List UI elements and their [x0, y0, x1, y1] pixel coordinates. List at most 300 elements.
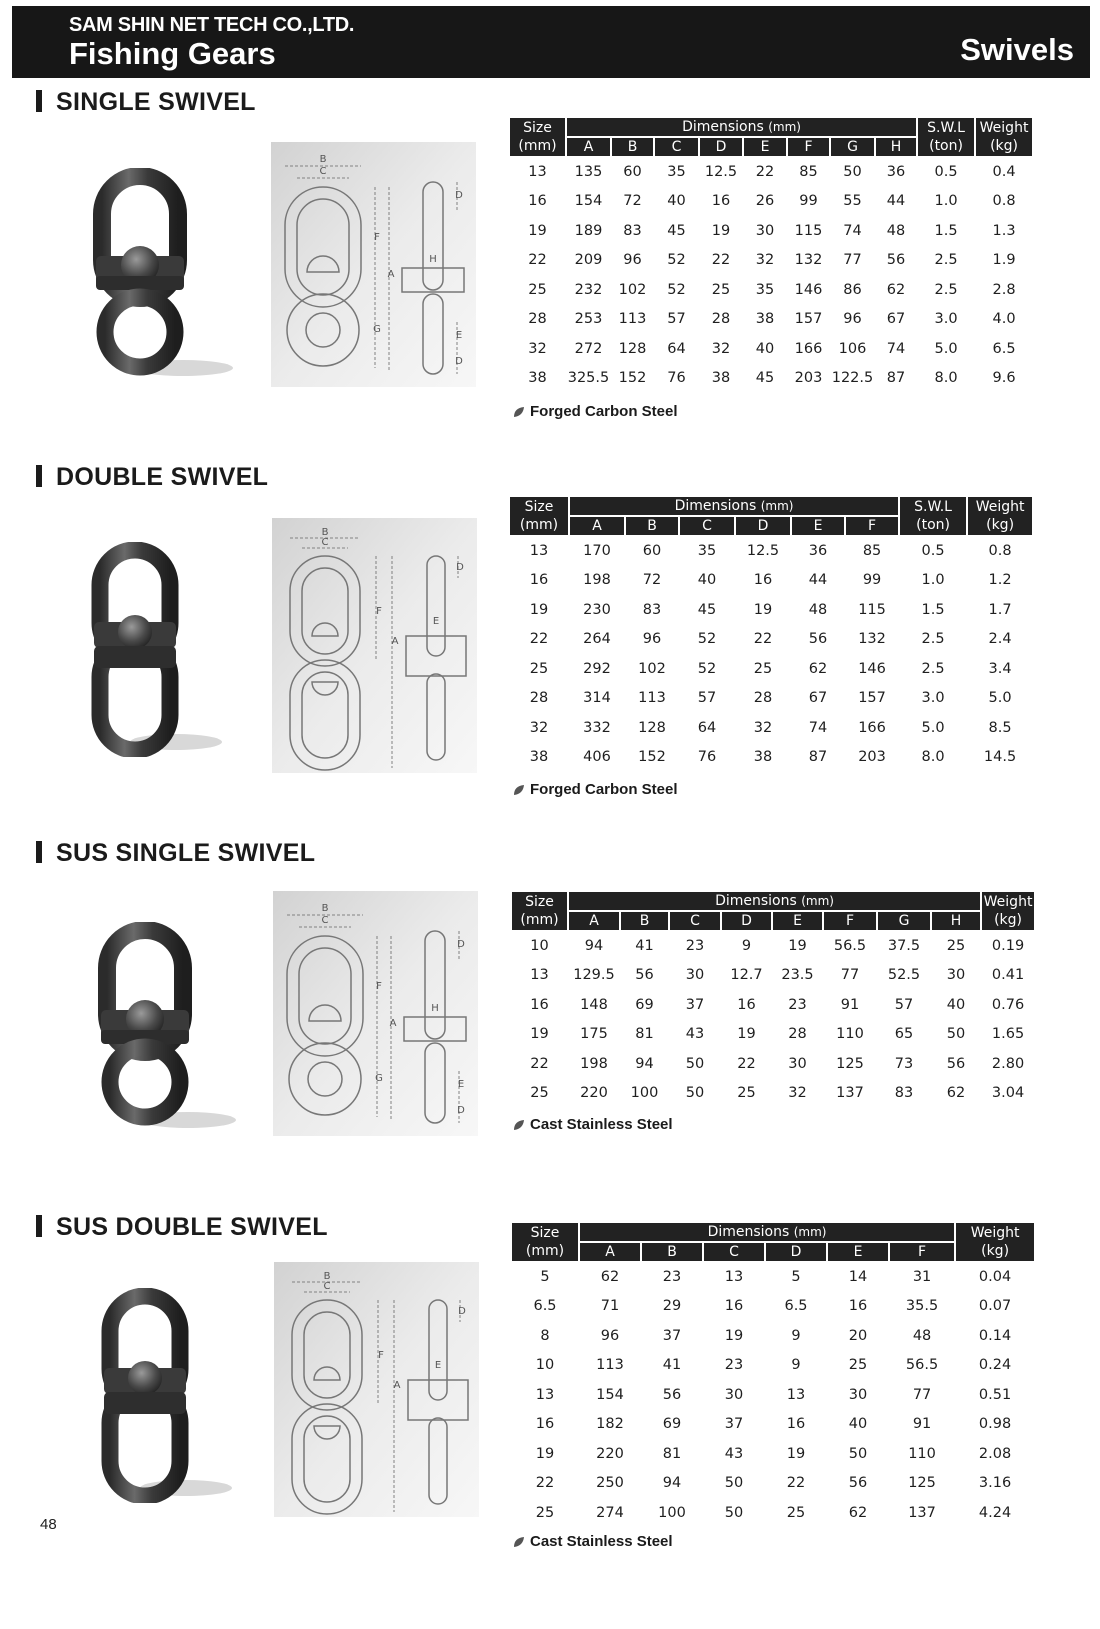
table-cell: 94 — [635, 1055, 654, 1072]
table-cell: 43 — [724, 1445, 744, 1462]
table-cell: 137 — [836, 1085, 864, 1102]
table-cell: 154 — [574, 193, 603, 210]
table-cell: 57 — [667, 311, 686, 328]
table-cell: 96 — [600, 1327, 620, 1344]
table-cell: 9 — [741, 938, 752, 955]
table-cell: 292 — [583, 660, 611, 677]
table-row — [511, 1410, 1035, 1440]
single-material-note — [513, 403, 678, 420]
table-cell: 10 — [530, 938, 549, 955]
single-swivel-title: SINGLE SWIVEL — [56, 88, 256, 116]
dimensions-header: Dimensions (mm) — [568, 891, 981, 911]
table-cell: 3.0 — [934, 311, 958, 328]
table-cell: 9 — [791, 1327, 801, 1344]
table-cell: 83 — [623, 222, 642, 239]
table-cell: 30 — [946, 967, 966, 984]
table-cell: 62 — [808, 660, 828, 677]
table-cell: 16 — [786, 1416, 806, 1433]
table-cell: 16 — [737, 996, 756, 1013]
dim-label-e: E — [455, 330, 463, 341]
table-cell: 44 — [886, 193, 906, 210]
page-header — [12, 6, 1090, 78]
table-cell: 189 — [574, 222, 603, 239]
table-row — [511, 1020, 1035, 1050]
table-cell: 76 — [667, 370, 686, 387]
table-cell: 25 — [737, 1085, 756, 1102]
table-cell: 37.5 — [887, 938, 921, 955]
table-cell: 13 — [530, 967, 549, 984]
table-cell: 0.04 — [978, 1269, 1012, 1286]
table-cell: 19 — [788, 938, 807, 955]
table-cell: 12.7 — [730, 967, 763, 984]
table-cell: 146 — [858, 660, 886, 677]
material-label: Cast Stainless Steel — [530, 1533, 673, 1550]
dim-label-h: H — [429, 254, 437, 265]
dim-label-c: C — [319, 166, 327, 177]
table-cell: 5 — [540, 1269, 550, 1286]
table-cell: 113 — [618, 311, 647, 328]
table-cell: 73 — [894, 1055, 914, 1072]
table-cell: 52 — [667, 252, 686, 269]
table-cell: 38 — [529, 749, 549, 766]
table-cell: 19 — [724, 1327, 744, 1344]
single-swivel-photo — [88, 168, 238, 383]
table-cell: 56.5 — [833, 938, 867, 955]
table-cell: 50 — [848, 1445, 868, 1462]
table-cell: 100 — [630, 1085, 659, 1102]
table-cell: 16 — [724, 1298, 744, 1315]
table-cell: 28 — [788, 1026, 807, 1043]
table-cell: 38 — [711, 370, 731, 387]
table-cell: 41 — [662, 1357, 682, 1374]
table-cell: 25 — [711, 281, 731, 298]
dim-label-c: C — [321, 915, 329, 926]
table-cell: 128 — [638, 719, 666, 736]
sus-single-swivel-drawing — [273, 891, 478, 1136]
table-cell: 57 — [697, 690, 717, 707]
table-row — [511, 1079, 1035, 1109]
table-cell: 96 — [642, 631, 662, 648]
table-cell: 1.3 — [992, 222, 1016, 239]
table-cell: 1.7 — [988, 601, 1012, 618]
table-cell: 8.0 — [934, 370, 958, 387]
table-row — [511, 1469, 1035, 1499]
table-cell: 56 — [635, 967, 654, 984]
table-cell: 29 — [662, 1298, 682, 1315]
table-cell: 274 — [596, 1504, 624, 1521]
table-cell: 132 — [858, 631, 886, 648]
table-row — [511, 990, 1035, 1020]
table-cell: 16 — [711, 193, 731, 210]
table-cell: 43 — [685, 1026, 705, 1043]
heading-bar — [36, 465, 42, 487]
table-cell: 74 — [843, 222, 862, 239]
table-row — [509, 364, 1033, 394]
table-cell: 41 — [635, 938, 654, 955]
table-cell: 22 — [529, 631, 549, 648]
table-row — [511, 1498, 1035, 1528]
table-cell: 13 — [529, 543, 549, 560]
weight-header: Weight (kg) — [955, 1222, 1035, 1262]
table-cell: 22 — [530, 1055, 549, 1072]
table-cell: 60 — [642, 543, 662, 560]
table-cell: 125 — [836, 1055, 864, 1072]
table-cell: 146 — [794, 281, 823, 298]
dim-label-g: G — [375, 1073, 383, 1084]
table-cell: 19 — [786, 1445, 806, 1462]
table-cell: 2.80 — [991, 1055, 1025, 1072]
col-header: H — [931, 911, 981, 931]
col-header: F — [845, 516, 899, 536]
table-cell: 96 — [843, 311, 862, 328]
table-cell: 1.0 — [934, 193, 958, 210]
dim-label-f: F — [378, 1350, 384, 1361]
table-cell: 67 — [886, 311, 906, 328]
table-row — [509, 334, 1033, 364]
col-header: A — [566, 137, 611, 157]
table-cell: 36 — [886, 164, 906, 181]
table-cell: 314 — [583, 690, 611, 707]
table-cell: 22 — [535, 1475, 555, 1492]
sus-double-swivel-photo — [98, 1288, 238, 1503]
table-cell: 198 — [583, 572, 611, 589]
table-cell: 56.5 — [905, 1357, 939, 1374]
table-cell: 45 — [667, 222, 686, 239]
table-cell: 148 — [580, 996, 608, 1013]
col-header: D — [735, 516, 791, 536]
table-row — [511, 1380, 1035, 1410]
dimensions-header: Dimensions (mm) — [569, 496, 899, 516]
table-cell: 32 — [528, 340, 547, 357]
double-swivel-table — [508, 495, 1034, 772]
company-name: SAM SHIN NET TECH CO.,LTD. — [69, 14, 355, 36]
table-cell: 32 — [788, 1085, 807, 1102]
table-cell: 48 — [808, 601, 828, 618]
table-cell: 3.4 — [988, 660, 1012, 677]
table-cell: 35 — [755, 281, 775, 298]
table-cell: 94 — [584, 938, 604, 955]
heading-bar — [36, 841, 42, 863]
table-cell: 69 — [662, 1416, 682, 1433]
dim-label-b: B — [323, 1271, 331, 1282]
table-cell: 64 — [667, 340, 686, 357]
dimension-columns — [511, 911, 1035, 931]
weight-header: Weight (kg) — [975, 117, 1033, 157]
table-cell: 1.65 — [991, 1026, 1025, 1043]
table-cell: 3.16 — [978, 1475, 1012, 1492]
table-cell: 325.5 — [567, 370, 610, 387]
table-cell: 91 — [840, 996, 860, 1013]
table-cell: 166 — [858, 719, 886, 736]
table-cell: 25 — [946, 938, 966, 955]
col-header: D — [721, 911, 772, 931]
col-header: E — [743, 137, 787, 157]
dim-label-c: C — [321, 537, 329, 548]
table-cell: 50 — [724, 1504, 744, 1521]
table-cell: 23 — [724, 1357, 744, 1374]
table-cell: 157 — [858, 690, 886, 707]
table-cell: 23 — [788, 996, 807, 1013]
table-cell: 135 — [574, 164, 603, 181]
single-swivel-table — [508, 116, 1034, 393]
table-cell: 198 — [580, 1055, 608, 1072]
table-cell: 52 — [697, 660, 717, 677]
table-cell: 10 — [535, 1357, 555, 1374]
col-header: D — [765, 1242, 827, 1262]
table-cell: 102 — [618, 281, 647, 298]
table-cell: 50 — [843, 164, 862, 181]
table-cell: 55 — [843, 193, 862, 210]
single-swivel-heading — [36, 88, 256, 117]
double-swivel-title: DOUBLE SWIVEL — [56, 463, 269, 491]
col-header: A — [569, 516, 625, 536]
table-cell: 45 — [755, 370, 775, 387]
table-cell: 22 — [711, 252, 731, 269]
table-cell: 62 — [600, 1269, 620, 1286]
dim-label-b: B — [319, 154, 327, 165]
table-cell: 0.19 — [991, 938, 1025, 955]
sus-double-swivel-drawing — [274, 1262, 479, 1517]
table-cell: 25 — [753, 660, 773, 677]
table-cell: 264 — [583, 631, 611, 648]
col-header: D — [699, 137, 743, 157]
table-cell: 62 — [848, 1504, 868, 1521]
table-cell: 74 — [808, 719, 828, 736]
double-swivel-heading — [36, 463, 268, 492]
sus-double-material-note — [513, 1533, 673, 1550]
table-cell: 170 — [583, 543, 611, 560]
table-cell: 125 — [908, 1475, 936, 1492]
table-cell: 0.98 — [978, 1416, 1012, 1433]
table-cell: 48 — [912, 1327, 932, 1344]
table-cell: 100 — [658, 1504, 686, 1521]
table-cell: 48 — [886, 222, 906, 239]
table-cell: 99 — [799, 193, 818, 210]
table-cell: 0.5 — [934, 164, 958, 181]
table-cell: 0.24 — [978, 1357, 1012, 1374]
table-cell: 19 — [737, 1026, 756, 1043]
dim-label-c: C — [323, 1281, 331, 1292]
table-cell: 26 — [755, 193, 775, 210]
table-cell: 38 — [528, 370, 547, 387]
table-cell: 253 — [574, 311, 603, 328]
table-row — [511, 1292, 1035, 1322]
size-header: Size (mm) — [509, 117, 566, 157]
table-cell: 2.5 — [921, 660, 945, 677]
table-cell: 13 — [535, 1386, 555, 1403]
table-cell: 122.5 — [831, 370, 874, 387]
table-cell: 0.5 — [921, 543, 945, 560]
dim-label-b: B — [321, 903, 329, 914]
table-row — [509, 566, 1033, 596]
table-cell: 56 — [886, 252, 906, 269]
table-cell: 94 — [662, 1475, 682, 1492]
table-cell: 35.5 — [905, 1298, 939, 1315]
table-cell: 23 — [685, 938, 705, 955]
dimensions-header: Dimensions (mm) — [579, 1222, 955, 1242]
table-cell: 25 — [848, 1357, 868, 1374]
table-cell: 99 — [862, 572, 882, 589]
table-row — [509, 157, 1033, 187]
table-cell: 5.0 — [934, 340, 958, 357]
col-header: A — [579, 1242, 641, 1262]
table-row — [509, 275, 1033, 305]
catalog-title: Fishing Gears — [69, 36, 276, 71]
table-cell: 50 — [685, 1055, 705, 1072]
double-material-note — [513, 781, 678, 798]
material-label: Cast Stainless Steel — [530, 1116, 673, 1133]
col-header: F — [889, 1242, 955, 1262]
col-header: C — [679, 516, 735, 536]
dim-label-e: E — [457, 1079, 465, 1090]
dimensions-header: Dimensions (mm) — [566, 117, 917, 137]
table-cell: 32 — [529, 719, 549, 736]
table-cell: 30 — [755, 222, 775, 239]
table-cell: 406 — [583, 749, 611, 766]
table-cell: 5.0 — [988, 690, 1012, 707]
table-cell: 16 — [753, 572, 773, 589]
table-cell: 2.5 — [934, 281, 958, 298]
table-cell: 115 — [858, 601, 886, 618]
table-cell: 0.8 — [992, 193, 1016, 210]
table-cell: 30 — [848, 1386, 868, 1403]
table-cell: 13 — [528, 164, 547, 181]
table-cell: 5 — [791, 1269, 801, 1286]
table-cell: 72 — [623, 193, 642, 210]
table-cell: 50 — [724, 1475, 744, 1492]
dim-label-a: A — [387, 269, 395, 280]
table-row — [511, 1262, 1035, 1292]
table-cell: 22 — [753, 631, 773, 648]
table-cell: 23.5 — [781, 967, 814, 984]
leaf-icon — [513, 1119, 525, 1131]
table-cell: 86 — [843, 281, 862, 298]
table-cell: 209 — [574, 252, 603, 269]
table-cell: 52.5 — [887, 967, 921, 984]
table-row — [509, 595, 1033, 625]
table-cell: 50 — [946, 1026, 966, 1043]
dim-label-d: D — [457, 939, 465, 950]
table-cell: 157 — [794, 311, 823, 328]
table-cell: 1.2 — [988, 572, 1012, 589]
dim-label-b: B — [321, 527, 329, 538]
table-cell: 0.07 — [978, 1298, 1012, 1315]
table-cell: 23 — [662, 1269, 682, 1286]
dim-label-f: F — [376, 981, 382, 992]
table-cell: 30 — [724, 1386, 744, 1403]
table-cell: 36 — [808, 543, 828, 560]
table-cell: 37 — [662, 1327, 682, 1344]
heading-bar — [36, 90, 42, 112]
table-cell: 20 — [848, 1327, 868, 1344]
table-cell: 38 — [755, 311, 775, 328]
table-cell: 19 — [530, 1026, 549, 1043]
table-row — [511, 961, 1035, 991]
sus-single-swivel-title: SUS SINGLE SWIVEL — [56, 839, 316, 867]
table-cell: 4.0 — [992, 311, 1016, 328]
table-cell: 0.14 — [978, 1327, 1012, 1344]
table-cell: 0.4 — [992, 164, 1016, 181]
table-cell: 77 — [912, 1386, 932, 1403]
col-header: G — [877, 911, 931, 931]
table-cell: 56 — [848, 1475, 868, 1492]
table-row — [509, 187, 1033, 217]
table-cell: 81 — [662, 1445, 682, 1462]
col-header: B — [620, 911, 669, 931]
table-cell: 22 — [528, 252, 547, 269]
table-cell: 110 — [836, 1026, 864, 1043]
sus-single-swivel-photo — [93, 922, 243, 1137]
table-cell: 28 — [528, 311, 547, 328]
col-header: B — [641, 1242, 703, 1262]
single-swivel-drawing — [271, 142, 476, 387]
table-row — [511, 931, 1035, 961]
page-number: 48 — [40, 1516, 57, 1533]
table-cell: 113 — [596, 1357, 624, 1374]
table-cell: 232 — [574, 281, 603, 298]
table-cell: 1.0 — [921, 572, 945, 589]
table-cell: 2.8 — [992, 281, 1016, 298]
table-cell: 132 — [794, 252, 823, 269]
table-cell: 152 — [638, 749, 666, 766]
table-cell: 71 — [600, 1298, 620, 1315]
table-cell: 35 — [697, 543, 717, 560]
dim-label-e: E — [432, 616, 440, 627]
table-cell: 129.5 — [573, 967, 615, 984]
table-cell: 9.6 — [992, 370, 1016, 387]
material-label: Forged Carbon Steel — [530, 781, 678, 798]
sus-double-swivel-heading — [36, 1213, 328, 1242]
table-cell: 102 — [638, 660, 666, 677]
table-cell: 332 — [583, 719, 611, 736]
dim-label-d: D — [456, 562, 464, 573]
col-header: G — [830, 137, 875, 157]
sus-double-swivel-title: SUS DOUBLE SWIVEL — [56, 1213, 328, 1241]
table-cell: 67 — [808, 690, 828, 707]
dim-label-a: A — [391, 636, 399, 647]
table-cell: 6.5 — [533, 1298, 557, 1315]
table-cell: 0.41 — [991, 967, 1025, 984]
table-cell: 12.5 — [746, 543, 780, 560]
table-cell: 28 — [529, 690, 549, 707]
table-cell: 9 — [791, 1357, 801, 1374]
table-cell: 45 — [697, 601, 717, 618]
dim-label-e: E — [434, 1360, 442, 1371]
table-cell: 40 — [697, 572, 717, 589]
table-cell: 77 — [843, 252, 862, 269]
col-header: A — [568, 911, 620, 931]
table-cell: 85 — [799, 164, 818, 181]
table-cell: 65 — [894, 1026, 914, 1043]
table-cell: 52 — [697, 631, 717, 648]
size-header: Size (mm) — [511, 1222, 579, 1262]
table-row — [509, 625, 1033, 655]
table-cell: 40 — [848, 1416, 868, 1433]
table-cell: 3.0 — [921, 690, 945, 707]
table-cell: 3.04 — [991, 1085, 1025, 1102]
dim-label-a: A — [389, 1018, 397, 1029]
dim-label-f: F — [374, 232, 380, 243]
table-row — [509, 743, 1033, 773]
material-label: Forged Carbon Steel — [530, 403, 678, 420]
table-cell: 137 — [908, 1504, 936, 1521]
table-cell: 37 — [724, 1416, 744, 1433]
table-cell: 16 — [529, 572, 549, 589]
table-cell: 32 — [711, 340, 731, 357]
table-cell: 250 — [596, 1475, 624, 1492]
table-row — [511, 1439, 1035, 1469]
table-cell: 76 — [697, 749, 717, 766]
